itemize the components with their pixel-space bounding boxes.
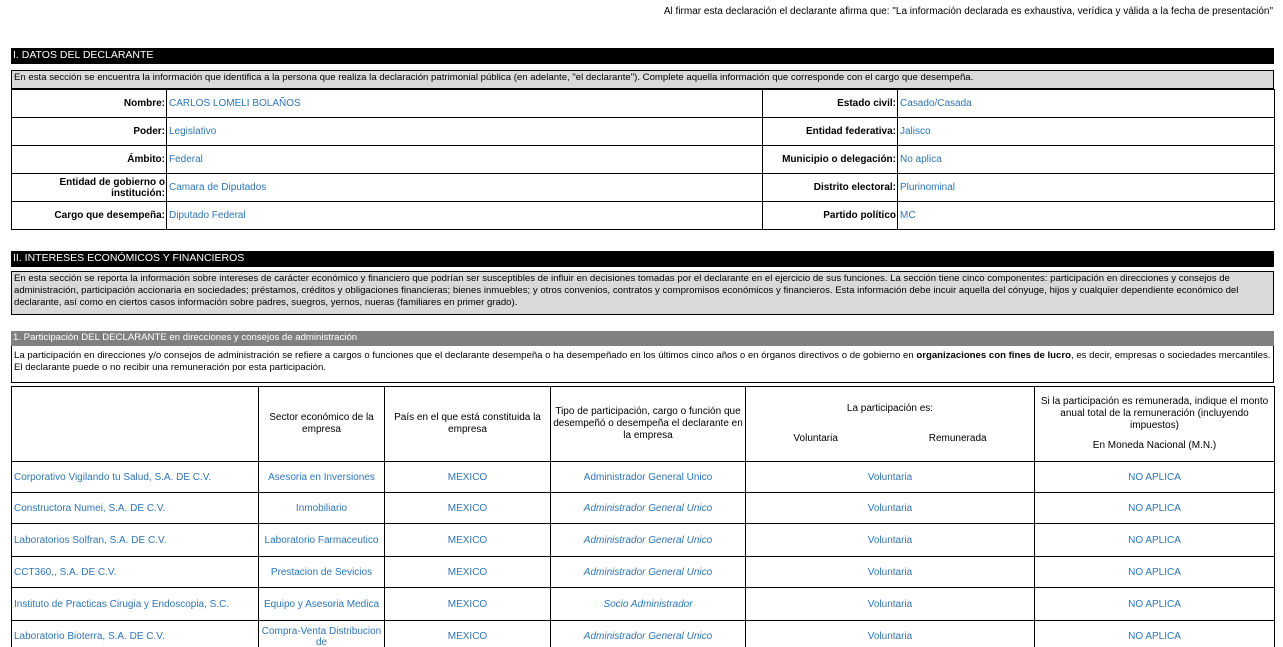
sector-cell: Equipo y Asesoria Medica [259, 588, 385, 621]
datos-row [12, 146, 1275, 174]
empresa-cell: Instituto de Practicas Cirugia y Endoscopia, S.C. [12, 588, 259, 621]
poder-label: Poder: [12, 118, 167, 146]
datos-row [12, 118, 1275, 146]
pais-cell: MEXICO [385, 588, 551, 621]
remunerada-header: Remunerada [928, 433, 987, 444]
sector-cell: Prestacion de Sevicios [259, 557, 385, 588]
table-row [12, 462, 1275, 493]
poder-value: Legislativo [167, 118, 763, 146]
sector-cell: Asesoria en Inversiones [259, 462, 385, 493]
monto-header-label: Si la participación es remunerada, indique el monto anual total de la remuneración (incluyendo impuestos) [1040, 396, 1269, 431]
participacion-table [11, 386, 1275, 647]
subsection-participacion-title: 1. Participación DEL DECLARANTE en direcciones y consejos de administración [11, 331, 1274, 346]
empresa-header [12, 387, 259, 462]
municipio-value: No aplica [898, 146, 1275, 174]
monto-cell: NO APLICA [1035, 462, 1275, 493]
sector-cell: Laboratorio Farmaceutico [259, 524, 385, 557]
description-bold-text: organizaciones con fines de lucro [916, 350, 1071, 361]
section-datos-description: En esta sección se encuentra la información que identifica a la persona que realiza la declaración patrimonial pública (en adelante, "el declarante"). Complete aquella información que corresponde con el cargo que desempeña. [11, 70, 1274, 89]
empresa-cell: Laboratorio Bioterra, S.A. DE C.V. [12, 621, 259, 647]
datos-row [12, 174, 1275, 202]
monto-cell: NO APLICA [1035, 557, 1275, 588]
pais-cell: MEXICO [385, 621, 551, 647]
datos-row [12, 90, 1275, 118]
entidad-gobierno-value: Camara de Diputados [167, 174, 763, 202]
affirmation-text: Al firmar esta declaración el declarante afirma que: "La información declarada es exhaustiva, verídica y válida a la fecha de presentación" [663, 6, 1273, 17]
pais-cell: MEXICO [385, 557, 551, 588]
sector-cell: Inmobiliario [259, 493, 385, 524]
participacion-cell: Voluntaria [746, 557, 1035, 588]
nombre-value: CARLOS LOMELI BOLAÑOS [167, 90, 763, 118]
participacion-header-label: La participación es: [846, 403, 934, 414]
entidad-federativa-value: Jalisco [898, 118, 1275, 146]
entidad-federativa-label: Entidad federativa: [763, 118, 898, 146]
table-row [12, 588, 1275, 621]
partido-value: MC [898, 202, 1275, 230]
description-text: , es decir, empresas o sociedades mercantiles. El declarante puede o no recibir una remuneración por esta participación. [14, 350, 1271, 373]
tipo-header: Tipo de participación, cargo o función que desempeñó o desempeña el declarante en la empresa [551, 387, 746, 462]
participacion-cell: Voluntaria [746, 462, 1035, 493]
voluntaria-header: Voluntaria [793, 433, 838, 444]
tipo-cell: Administrador General Unico [551, 621, 746, 647]
estado-civil-value: Casado/Casada [898, 90, 1275, 118]
tipo-cell: Administrador General Unico [551, 462, 746, 493]
cargo-value: Diputado Federal [167, 202, 763, 230]
ambito-label: Ámbito: [12, 146, 167, 174]
pais-cell: MEXICO [385, 493, 551, 524]
monto-header [1035, 387, 1275, 462]
estado-civil-label: Estado civil: [763, 90, 898, 118]
monto-cell: NO APLICA [1035, 524, 1275, 557]
municipio-label: Municipio o delegación: [763, 146, 898, 174]
monto-cell: NO APLICA [1035, 493, 1275, 524]
subsection-participacion-description [11, 346, 1274, 383]
pais-cell: MEXICO [385, 524, 551, 557]
tipo-cell: Administrador General Unico [551, 557, 746, 588]
empresa-cell: CCT360,, S.A. DE C.V. [12, 557, 259, 588]
description-text: La participación en direcciones y/o consejos de administración se refiere a cargos o funciones que el declarante desempeña o ha desempeñado en los últimos cinco años o en órganos directivos o de gobierno en [14, 350, 917, 361]
empresa-cell: Constructora Numei, S.A. DE C.V. [12, 493, 259, 524]
entidad-gobierno-label: Entidad de gobierno o institución: [12, 174, 167, 202]
table-header-row [12, 387, 1275, 462]
table-row [12, 524, 1275, 557]
empresa-cell: Laboratorios Solfran, S.A. DE C.V. [12, 524, 259, 557]
sector-header: Sector económico de la empresa [259, 387, 385, 462]
ambito-value: Federal [167, 146, 763, 174]
partido-label: Partido político [763, 202, 898, 230]
nombre-label: Nombre: [12, 90, 167, 118]
participacion-cell: Voluntaria [746, 588, 1035, 621]
sector-cell: Compra-Venta Distribucion de [259, 621, 385, 647]
pais-cell: MEXICO [385, 462, 551, 493]
table-row [12, 621, 1275, 647]
participacion-cell: Voluntaria [746, 621, 1035, 647]
participacion-cell: Voluntaria [746, 524, 1035, 557]
empresa-cell: Corporativo Vigilando tu Salud, S.A. DE C.V. [12, 462, 259, 493]
tipo-cell: Administrador General Unico [551, 493, 746, 524]
tipo-cell: Socio Administrador [551, 588, 746, 621]
datos-row [12, 202, 1275, 230]
distrito-label: Distrito electoral: [763, 174, 898, 202]
participacion-header [746, 387, 1035, 462]
datos-declarante-table [11, 89, 1275, 230]
monto-cell: NO APLICA [1035, 621, 1275, 647]
distrito-value: Plurinominal [898, 174, 1275, 202]
section-intereses-title: II. INTERESES ECONÓMICOS Y FINANCIEROS [11, 251, 1274, 267]
pais-header: País en el que está constituida la empresa [385, 387, 551, 462]
section-datos-title: I. DATOS DEL DECLARANTE [11, 48, 1274, 64]
section-intereses-description: En esta sección se reporta la información sobre intereses de carácter económico y financiero que podrían ser susceptibles de influir en decisiones tomadas por el declarante en el ejercicio de sus funciones. La sección tiene cinco componentes: participación en direcciones y consejos de administración, participación accionaria en sociedades; préstamos, créditos y obligaciones financieras; bienes inmuebles; y otros convenios, contratos y compromisos económicos y financieros. Esta información debe incuir aquella del cónyuge, hijos y cualquier dependiente económico del declarante, así como en ciertos casos información sobre padres, suegros, yernos, nueras (familiares en primer grado). [11, 271, 1274, 315]
participacion-cell: Voluntaria [746, 493, 1035, 524]
participacion-subheaders [748, 433, 1032, 445]
cargo-label: Cargo que desempeña: [12, 202, 167, 230]
table-row [12, 493, 1275, 524]
monto-cell: NO APLICA [1035, 588, 1275, 621]
moneda-header: En Moneda Nacional (M.N.) [1092, 440, 1217, 451]
tipo-cell: Administrador General Unico [551, 524, 746, 557]
table-row [12, 557, 1275, 588]
